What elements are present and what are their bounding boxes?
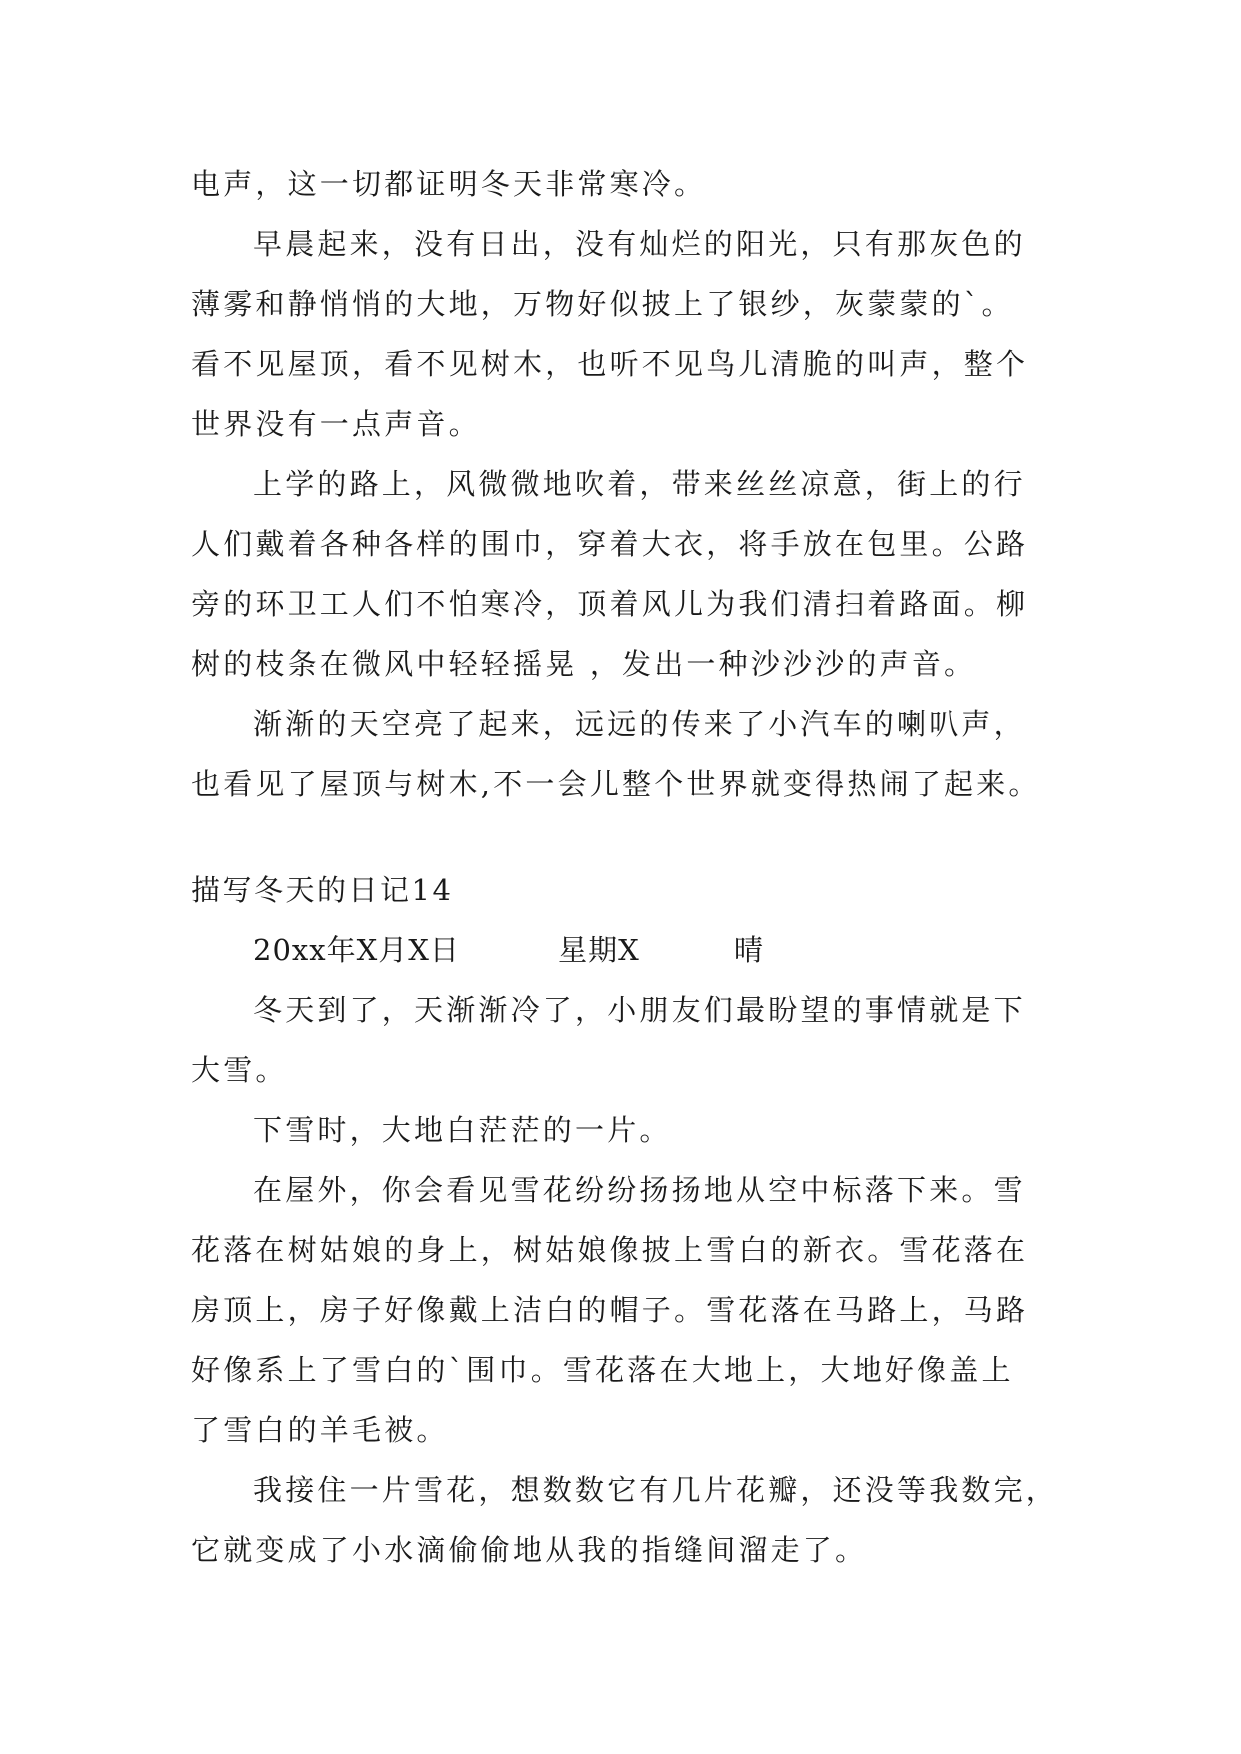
paragraph-line: 薄雾和静悄悄的大地，万物好似披上了银纱，灰蒙蒙的`。 (191, 287, 1014, 321)
paragraph-line: 树的枝条在微风中轻轻摇晃 ，发出一种沙沙沙的声音。 (191, 647, 977, 681)
paragraph-line: 下雪时，大地白茫茫的一片。 (253, 1113, 672, 1147)
paragraph-line: 旁的环卫工人们不怕寒冷，顶着风儿为我们清扫着路面。柳 (191, 587, 1029, 621)
paragraph-line: 渐渐的天空亮了起来，远远的传来了小汽车的喇叭声， (253, 707, 1026, 741)
paragraph-line: 大雪。 (191, 1053, 288, 1087)
paragraph-line: 也看见了屋顶与树木,不一会儿整个世界就变得热闹了起来。 (191, 767, 1041, 801)
diary-entry-14 (191, 860, 1061, 1580)
paragraph-line: 房顶上，房子好像戴上洁白的帽子。雪花落在马路上，马路 (191, 1293, 1029, 1327)
entry-dateline (191, 920, 1061, 980)
paragraph-line: 了雪白的羊毛被。 (191, 1413, 449, 1447)
paragraph-line: 它就变成了小水滴偷偷地从我的指缝间溜走了。 (191, 1533, 868, 1567)
paragraph-line: 在屋外，你会看见雪花纷纷扬扬地从空中标落下来。雪 (253, 1173, 1026, 1207)
entry-weather: 晴 (734, 933, 765, 967)
entry-weekday: 星期X (558, 933, 640, 967)
paragraph-line: 我接住一片雪花，想数数它有几片花瓣，还没等我数完， (253, 1473, 1059, 1507)
diary-entry-previous-continued (191, 154, 1061, 814)
entry-date: 20xx年X月X日 (253, 933, 460, 967)
paragraph-line: 人们戴着各种各样的围巾，穿着大衣，将手放在包里。公路 (191, 527, 1029, 561)
paragraph-line: 电声，这一切都证明冬天非常寒冷。 (191, 167, 707, 201)
paragraph-line: 好像系上了雪白的`围巾。雪花落在大地上，大地好像盖上 (191, 1353, 1014, 1387)
entry-heading: 描写冬天的日记14 (191, 873, 454, 907)
paragraph-line: 早晨起来，没有日出，没有灿烂的阳光，只有那灰色的 (253, 227, 1026, 261)
paragraph-line: 看不见屋顶，看不见树木，也听不见鸟儿清脆的叫声，整个 (191, 347, 1029, 381)
paragraph-line: 冬天到了，天渐渐冷了，小朋友们最盼望的事情就是下 (253, 993, 1026, 1027)
paragraph-line: 世界没有一点声音。 (191, 407, 481, 441)
paragraph-line: 花落在树姑娘的身上，树姑娘像披上雪白的新衣。雪花落在 (191, 1233, 1029, 1267)
paragraph-line: 上学的路上，风微微地吹着，带来丝丝凉意，街上的行 (253, 467, 1026, 501)
